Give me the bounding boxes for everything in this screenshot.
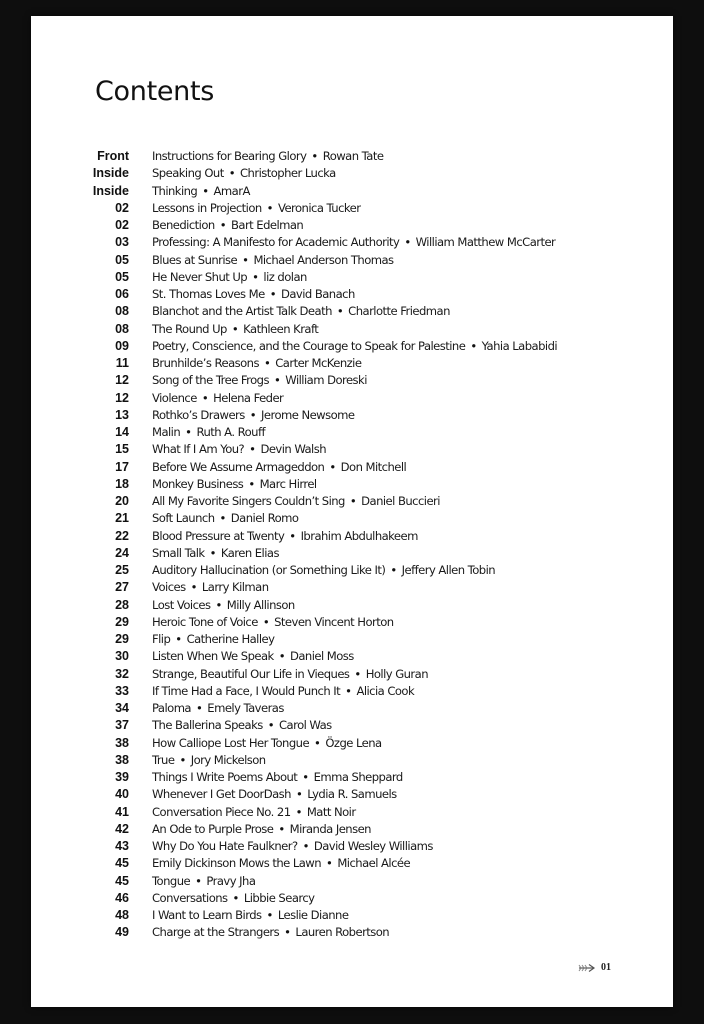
toc-entry bbox=[85, 390, 665, 407]
toc-entry-text bbox=[152, 821, 371, 838]
toc-entry-text bbox=[152, 873, 255, 890]
toc-page-number: 46 bbox=[115, 890, 129, 905]
bullet-separator: • bbox=[219, 218, 226, 232]
toc-author: Kathleen Kraft bbox=[243, 321, 319, 336]
bullet-separator: • bbox=[263, 356, 271, 370]
toc-entry bbox=[85, 821, 665, 838]
toc-author: Emma Sheppard bbox=[313, 770, 403, 784]
toc-title: Before We Assume Armageddon bbox=[152, 459, 325, 474]
toc-author: Emely Taveras bbox=[207, 701, 284, 715]
toc-entry-text bbox=[152, 217, 303, 234]
toc-entry-text bbox=[152, 424, 265, 441]
toc-entry bbox=[85, 562, 665, 579]
toc-entry-text bbox=[152, 372, 367, 389]
toc-entry-text bbox=[152, 407, 354, 424]
toc-title: An Ode to Purple Prose bbox=[152, 821, 274, 836]
toc-author: Karen Elias bbox=[220, 545, 279, 560]
toc-page-number: 40 bbox=[115, 787, 129, 802]
toc-entry bbox=[85, 252, 665, 269]
toc-entry bbox=[85, 545, 665, 562]
toc-entry-text bbox=[152, 528, 418, 545]
toc-entry bbox=[85, 165, 665, 182]
toc-author: Larry Kilman bbox=[201, 580, 269, 595]
toc-title: The Ballerina Speaks bbox=[152, 718, 263, 733]
toc-author: Veronica Tucker bbox=[277, 200, 361, 215]
bullet-separator: • bbox=[336, 304, 344, 319]
toc-entry bbox=[85, 579, 665, 596]
toc-entry-text bbox=[152, 545, 279, 562]
toc-entry-text bbox=[152, 631, 274, 648]
toc-title: The Round Up bbox=[152, 321, 227, 336]
toc-entry bbox=[85, 183, 665, 200]
toc-title: All My Favorite Singers Couldn’t Sing bbox=[152, 494, 345, 508]
toc-entry-text bbox=[152, 855, 410, 872]
toc-author: Holly Guran bbox=[365, 666, 429, 681]
toc-entry bbox=[85, 424, 665, 441]
toc-entry bbox=[85, 407, 665, 424]
toc-entry bbox=[85, 269, 665, 286]
toc-page-number: 48 bbox=[115, 908, 129, 922]
toc-entry-text bbox=[152, 907, 348, 924]
feather-arrow-icon bbox=[578, 963, 596, 973]
bullet-separator: • bbox=[404, 235, 411, 250]
bullet-separator: • bbox=[262, 614, 270, 629]
toc-page-number: 24 bbox=[115, 545, 129, 560]
toc-title: Lost Voices bbox=[152, 597, 211, 612]
bullet-separator: • bbox=[190, 580, 197, 595]
toc-entry bbox=[85, 907, 665, 924]
toc-author: Pravy Jha bbox=[206, 873, 256, 888]
toc-author: Carol Was bbox=[279, 718, 332, 733]
toc-title: Speaking Out bbox=[152, 166, 224, 181]
toc-entry-text bbox=[152, 752, 266, 769]
bullet-separator: • bbox=[349, 494, 357, 508]
page-title: Contents bbox=[95, 76, 215, 107]
toc-entry-text bbox=[152, 562, 495, 579]
toc-page-number: 30 bbox=[115, 649, 129, 664]
toc-entry-text bbox=[152, 666, 428, 683]
toc-title: Soft Launch bbox=[152, 511, 215, 526]
bullet-separator: • bbox=[267, 718, 275, 733]
toc-page-number: Front bbox=[97, 149, 129, 163]
toc-page-number: 13 bbox=[115, 407, 129, 422]
toc-title: Flip bbox=[152, 632, 171, 646]
toc-author: Daniel Romo bbox=[230, 511, 299, 526]
page-folio bbox=[578, 962, 611, 973]
toc-author: Milly Allinson bbox=[226, 597, 295, 612]
toc-entry bbox=[85, 321, 665, 338]
toc-author: Don Mitchell bbox=[340, 459, 407, 474]
toc-entry-text bbox=[152, 234, 555, 251]
toc-title: Heroic Tone of Voice bbox=[152, 614, 258, 629]
toc-entry bbox=[85, 683, 665, 700]
bullet-separator: • bbox=[252, 269, 259, 284]
toc-author: William Doreski bbox=[285, 373, 367, 388]
toc-title: Small Talk bbox=[152, 545, 205, 560]
bullet-separator: • bbox=[329, 459, 336, 474]
toc-title: Paloma bbox=[152, 701, 191, 715]
toc-page-number: 11 bbox=[115, 356, 129, 370]
toc-title: Song of the Tree Frogs bbox=[152, 373, 269, 388]
bullet-separator: • bbox=[274, 373, 281, 388]
toc-entry-text bbox=[152, 579, 269, 596]
toc-page-number: 12 bbox=[115, 390, 129, 405]
toc-entry bbox=[85, 752, 665, 769]
toc-page-number: 41 bbox=[115, 804, 129, 819]
toc-page-number: 45 bbox=[115, 873, 129, 888]
toc-title: Poetry, Conscience, and the Courage to Speak for Palestine bbox=[152, 338, 466, 353]
bullet-separator: • bbox=[249, 407, 257, 422]
toc-entry bbox=[85, 855, 665, 872]
toc-page-number: 45 bbox=[115, 856, 129, 871]
toc-title: Conversations bbox=[152, 890, 228, 905]
toc-title: True bbox=[152, 752, 175, 767]
toc-author: William Matthew McCarter bbox=[415, 235, 556, 250]
toc-entry bbox=[85, 890, 665, 907]
toc-entry-text bbox=[152, 252, 394, 269]
toc-author: Marc Hirrel bbox=[259, 476, 317, 491]
toc-entry-text bbox=[152, 338, 557, 355]
toc-author: Carter McKenzie bbox=[275, 356, 362, 370]
toc-author: Daniel Moss bbox=[289, 649, 354, 664]
toc-entry bbox=[85, 769, 665, 786]
toc-title: Rothko’s Drawers bbox=[152, 407, 245, 422]
toc-entry bbox=[85, 355, 665, 372]
bullet-separator: • bbox=[278, 821, 285, 836]
toc-author: AmarA bbox=[213, 183, 250, 198]
toc-author: Jory Mickelson bbox=[190, 752, 266, 767]
toc-entry-text bbox=[152, 614, 394, 631]
toc-page-number: 12 bbox=[115, 373, 129, 388]
toc-page-number: Inside bbox=[92, 183, 129, 198]
toc-page-number: 38 bbox=[115, 752, 129, 767]
toc-author: Devin Walsh bbox=[260, 442, 326, 457]
toc-entry-text bbox=[152, 838, 433, 855]
toc-author: Libbie Searcy bbox=[243, 890, 315, 905]
toc-title: Charge at the Strangers bbox=[152, 925, 280, 940]
toc-page-number: 21 bbox=[115, 511, 129, 526]
toc-page-number: 14 bbox=[115, 425, 129, 439]
toc-entry-text bbox=[152, 269, 307, 286]
bullet-separator: • bbox=[232, 890, 239, 905]
toc-page-number: 08 bbox=[115, 321, 129, 336]
toc-page-number: 34 bbox=[115, 701, 129, 715]
toc-title: Strange, Beautiful Our Life in Vieques bbox=[152, 666, 350, 681]
toc-page-number: 09 bbox=[115, 338, 129, 353]
toc-title: Instructions for Bearing Glory bbox=[152, 149, 307, 163]
bullet-separator: • bbox=[295, 804, 302, 819]
toc-entry bbox=[85, 838, 665, 855]
toc-entry-text bbox=[152, 183, 250, 200]
toc-page-number: 39 bbox=[115, 770, 129, 784]
bullet-separator: • bbox=[470, 338, 477, 353]
toc-title: I Want to Learn Birds bbox=[152, 908, 262, 922]
bullet-separator: • bbox=[354, 666, 361, 681]
bullet-separator: • bbox=[179, 752, 186, 767]
toc-title: Why Do You Hate Faulkner? bbox=[152, 839, 298, 853]
bullet-separator: • bbox=[314, 735, 321, 750]
bullet-separator: • bbox=[390, 563, 397, 577]
toc-entry-text bbox=[152, 459, 406, 476]
toc-entry bbox=[85, 700, 665, 717]
toc-entry bbox=[85, 873, 665, 890]
toc-entry bbox=[85, 148, 665, 165]
toc-author: Helena Feder bbox=[213, 390, 284, 405]
toc-entry-text bbox=[152, 735, 382, 752]
toc-entry bbox=[85, 631, 665, 648]
toc-entry bbox=[85, 666, 665, 683]
toc-entry-text bbox=[152, 683, 414, 700]
toc-author: Yahia Lababidi bbox=[481, 338, 558, 353]
toc-entry bbox=[85, 476, 665, 493]
toc-page-number: 20 bbox=[115, 494, 129, 508]
toc-author: Lauren Robertson bbox=[295, 925, 390, 940]
bullet-separator: • bbox=[228, 166, 236, 181]
toc-author: Ibrahim Abdulhakeem bbox=[300, 528, 418, 543]
toc-author: Michael Anderson Thomas bbox=[253, 252, 394, 267]
toc-author: Ruth A. Rouff bbox=[196, 425, 266, 439]
toc-title: St. Thomas Loves Me bbox=[152, 287, 265, 301]
toc-entry bbox=[85, 372, 665, 389]
toc-entry-text bbox=[152, 286, 355, 303]
bullet-separator: • bbox=[175, 632, 182, 646]
toc-author: Miranda Jensen bbox=[289, 821, 371, 836]
bullet-separator: • bbox=[278, 649, 285, 664]
toc-author: Steven Vincent Horton bbox=[274, 614, 394, 629]
bullet-separator: • bbox=[242, 252, 249, 267]
toc-entry bbox=[85, 441, 665, 458]
toc-title: If Time Had a Face, I Would Punch It bbox=[152, 683, 341, 698]
toc-title: Blood Pressure at Twenty bbox=[152, 528, 285, 543]
bullet-separator: • bbox=[185, 425, 192, 439]
toc-entry-text bbox=[152, 303, 450, 320]
bullet-separator: • bbox=[289, 528, 296, 543]
bullet-separator: • bbox=[195, 873, 202, 888]
toc-page-number: 15 bbox=[115, 442, 129, 457]
toc-entry-text bbox=[152, 804, 356, 821]
toc-page-number: 02 bbox=[115, 200, 129, 215]
toc-page-number: 03 bbox=[115, 235, 129, 250]
toc-entry-text bbox=[152, 441, 326, 458]
bullet-separator: • bbox=[295, 787, 303, 802]
toc-title: Violence bbox=[152, 390, 197, 405]
toc-title: Emily Dickinson Mows the Lawn bbox=[152, 856, 322, 871]
toc-page-number: 49 bbox=[115, 925, 129, 940]
toc-title: Conversation Piece No. 21 bbox=[152, 804, 291, 819]
toc-page-number: 27 bbox=[115, 580, 129, 595]
bullet-separator: • bbox=[302, 770, 309, 784]
toc-author: Michael Alcée bbox=[337, 856, 411, 871]
toc-entry-text bbox=[152, 510, 298, 527]
toc-author: Jerome Newsome bbox=[261, 407, 355, 422]
toc-entry bbox=[85, 614, 665, 631]
toc-entry bbox=[85, 510, 665, 527]
toc-page-number: 22 bbox=[115, 528, 129, 543]
toc-page-number: 18 bbox=[115, 476, 129, 491]
document-page bbox=[31, 16, 673, 1007]
toc-entry-text bbox=[152, 769, 403, 786]
toc-author: liz dolan bbox=[263, 269, 307, 284]
toc-author: Leslie Dianne bbox=[277, 908, 349, 922]
bullet-separator: • bbox=[209, 545, 216, 560]
toc-entry bbox=[85, 338, 665, 355]
toc-title: Lessons in Projection bbox=[152, 200, 262, 215]
toc-title: What If I Am You? bbox=[152, 442, 245, 457]
toc-entry-text bbox=[152, 148, 383, 165]
bullet-separator: • bbox=[311, 149, 318, 163]
toc-title: He Never Shut Up bbox=[152, 269, 248, 284]
toc-entry-text bbox=[152, 493, 440, 510]
toc-title: Malin bbox=[152, 425, 181, 439]
toc-author: Rowan Tate bbox=[322, 149, 384, 163]
toc-entry bbox=[85, 597, 665, 614]
toc-author: Özge Lena bbox=[325, 735, 382, 750]
toc-entry-text bbox=[152, 165, 336, 182]
toc-title: Tongue bbox=[152, 873, 191, 888]
toc-page-number: 05 bbox=[115, 269, 129, 284]
toc-author: Matt Noir bbox=[306, 804, 356, 819]
toc-page-number: 25 bbox=[115, 563, 129, 577]
toc-page-number: 17 bbox=[115, 459, 129, 474]
toc-entry-text bbox=[152, 717, 332, 734]
toc-author: Daniel Buccieri bbox=[361, 494, 440, 508]
toc-entry bbox=[85, 303, 665, 320]
bullet-separator: • bbox=[326, 856, 333, 871]
toc-title: Monkey Business bbox=[152, 476, 244, 491]
bullet-separator: • bbox=[215, 597, 222, 612]
toc-author: Bart Edelman bbox=[230, 218, 304, 232]
toc-entry-text bbox=[152, 200, 360, 217]
toc-title: Blanchot and the Artist Talk Death bbox=[152, 304, 332, 319]
bullet-separator: • bbox=[231, 321, 239, 336]
toc-title: Professing: A Manifesto for Academic Authority bbox=[152, 235, 400, 250]
toc-entry bbox=[85, 804, 665, 821]
toc-author: Jeffery Allen Tobin bbox=[401, 563, 496, 577]
toc-page-number: 29 bbox=[115, 632, 129, 646]
toc-title: Voices bbox=[152, 580, 186, 595]
page-number: 01 bbox=[601, 962, 611, 973]
toc-title: Benediction bbox=[152, 218, 215, 232]
toc-entry bbox=[85, 786, 665, 803]
toc-page-number: 29 bbox=[115, 614, 129, 629]
toc-page-number: 42 bbox=[115, 821, 129, 836]
toc-entry bbox=[85, 234, 665, 251]
toc-entry-text bbox=[152, 321, 318, 338]
toc-entry-text bbox=[152, 786, 397, 803]
toc-page-number: Inside bbox=[92, 166, 129, 181]
bullet-separator: • bbox=[345, 683, 352, 698]
toc-author: Lydia R. Samuels bbox=[307, 787, 397, 802]
toc-entry-text bbox=[152, 700, 284, 717]
toc-entry-text bbox=[152, 924, 389, 941]
toc-entry bbox=[85, 924, 665, 941]
toc-title: How Calliope Lost Her Tongue bbox=[152, 735, 310, 750]
toc-page-number: 37 bbox=[115, 718, 129, 733]
toc-entry bbox=[85, 286, 665, 303]
toc-entry-text bbox=[152, 390, 283, 407]
bullet-separator: • bbox=[269, 287, 276, 301]
bullet-separator: • bbox=[266, 908, 273, 922]
bullet-separator: • bbox=[219, 511, 226, 526]
toc-page-number: 02 bbox=[115, 218, 129, 232]
toc-entry-text bbox=[152, 890, 314, 907]
toc-page-number: 43 bbox=[115, 839, 129, 853]
toc-entry bbox=[85, 528, 665, 545]
table-of-contents bbox=[85, 148, 665, 942]
toc-author: Christopher Lucka bbox=[240, 166, 336, 181]
toc-author: Catherine Halley bbox=[186, 632, 275, 646]
toc-entry-text bbox=[152, 597, 295, 614]
toc-title: Brunhilde’s Reasons bbox=[152, 356, 259, 370]
toc-author: David Banach bbox=[280, 287, 355, 301]
toc-entry-text bbox=[152, 648, 354, 665]
toc-entry bbox=[85, 217, 665, 234]
toc-page-number: 38 bbox=[115, 735, 129, 750]
toc-entry bbox=[85, 735, 665, 752]
toc-page-number: 08 bbox=[115, 304, 129, 319]
toc-entry bbox=[85, 648, 665, 665]
toc-page-number: 05 bbox=[115, 252, 129, 267]
toc-page-number: 28 bbox=[115, 597, 129, 612]
toc-page-number: 33 bbox=[115, 683, 129, 698]
toc-title: Blues at Sunrise bbox=[152, 252, 238, 267]
toc-page-number: 06 bbox=[115, 287, 129, 301]
toc-title: Auditory Hallucination (or Something Like It) bbox=[152, 563, 386, 577]
toc-author: Charlotte Friedman bbox=[348, 304, 450, 319]
toc-entry bbox=[85, 200, 665, 217]
bullet-separator: • bbox=[284, 925, 291, 940]
toc-title: Whenever I Get DoorDash bbox=[152, 787, 291, 802]
bullet-separator: • bbox=[266, 200, 273, 215]
toc-title: Thinking bbox=[152, 183, 198, 198]
toc-entry-text bbox=[152, 476, 317, 493]
toc-author: David Wesley Williams bbox=[313, 839, 433, 853]
toc-title: Things I Write Poems About bbox=[152, 770, 298, 784]
toc-entry bbox=[85, 493, 665, 510]
toc-entry bbox=[85, 459, 665, 476]
toc-entry-text bbox=[152, 355, 361, 372]
toc-author: Alicia Cook bbox=[356, 683, 415, 698]
toc-entry bbox=[85, 717, 665, 734]
bullet-separator: • bbox=[302, 839, 309, 853]
bullet-separator: • bbox=[201, 390, 209, 405]
bullet-separator: • bbox=[248, 476, 255, 491]
bullet-separator: • bbox=[202, 183, 209, 198]
toc-title: Listen When We Speak bbox=[152, 649, 274, 664]
bullet-separator: • bbox=[249, 442, 256, 457]
toc-page-number: 32 bbox=[115, 666, 129, 681]
bullet-separator: • bbox=[196, 701, 203, 715]
